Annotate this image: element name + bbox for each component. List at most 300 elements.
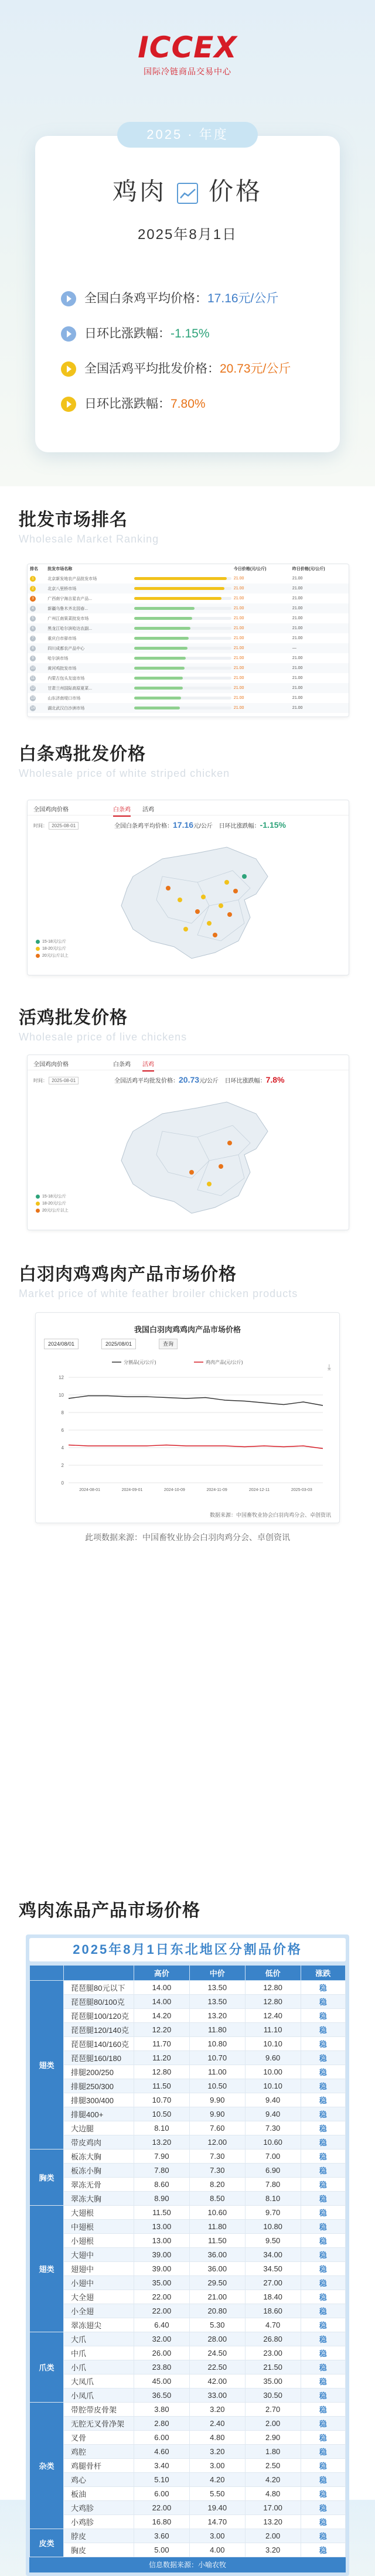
price-cell: 4.80 (189, 2431, 245, 2445)
frozen-category: 翅类 (30, 1981, 64, 2149)
broiler-chart-panel (35, 1312, 340, 1523)
price-cell: 7.30 (189, 2149, 245, 2164)
market-name: 黄河鸡批发市场 (45, 663, 132, 673)
section-ranking-title: 批发市场排名 (19, 510, 128, 530)
live-time-value[interactable]: 2025-08-01 (49, 1077, 79, 1084)
white-panel-title: 全国鸡肉价格 (33, 807, 69, 813)
summary-row (61, 322, 210, 346)
live-chg-value: 7.8% (265, 1075, 285, 1084)
trend-cell: 稳 (301, 2529, 345, 2543)
price-cell: 4.70 (245, 2318, 301, 2332)
price-cell: 33.00 (189, 2389, 245, 2403)
price-bar-fill (134, 647, 188, 650)
trend-cell: 稳 (301, 2192, 345, 2206)
frozen-category: 皮类 (30, 2529, 64, 2557)
price-cell: 10.00 (245, 2065, 301, 2079)
price-bar-fill (134, 577, 227, 580)
legend-label: 鸡肉产品(元/公斤) (206, 1360, 243, 1365)
price-bar (134, 667, 231, 670)
price-cell: 12.80 (245, 1981, 301, 1995)
ranking-row (28, 683, 349, 693)
frozen-row (30, 2065, 346, 2079)
price-cell: 18.60 (245, 2304, 301, 2318)
frozen-row (30, 2459, 346, 2473)
market-name: 重庆白市驿市场 (47, 636, 77, 641)
price-cell: 3.80 (134, 2403, 190, 2417)
price-cell: 7.80 (134, 2164, 190, 2178)
trend-cell: 稳 (301, 2234, 345, 2248)
trend-cell: 稳 (301, 2009, 345, 2023)
trend-cell: 稳 (301, 2318, 345, 2332)
trend-cell: 稳 (301, 2065, 345, 2079)
product-name: 无腔无叉骨净架 (64, 2417, 134, 2431)
x-tick-label: 2024-10-09 (163, 1488, 185, 1492)
rank-badge: 12 (30, 686, 35, 690)
trend-cell: 稳 (301, 2445, 345, 2459)
ranking-panel (27, 564, 349, 717)
product-name: 琵琶腿80元以下 (64, 1981, 134, 1995)
live-time-label: 时间： (33, 1078, 47, 1083)
rank-badge: 6 (30, 626, 36, 632)
legend-range-2: 18-20元/公斤 (42, 947, 66, 951)
summary-value: 20.73元/公斤 (220, 362, 291, 376)
tab-white-striped[interactable]: 白条鸡 (113, 804, 131, 817)
y-tick-label: 12 (59, 1375, 64, 1380)
frozen-header-cell (64, 1966, 134, 1981)
price-cell: 4.20 (245, 2473, 301, 2487)
frozen-row (30, 2346, 346, 2360)
yesterday-price: 21.00 (292, 576, 303, 581)
x-tick-label: 2024-11-09 (206, 1488, 227, 1492)
trend-cell: 稳 (301, 1995, 345, 2009)
series-line (69, 1445, 323, 1449)
rank-badge: 4 (30, 606, 36, 612)
price-cell: 45.00 (134, 2374, 190, 2389)
market-name: 四川成都农产品中心 (45, 643, 132, 653)
product-name: 脖皮 (64, 2529, 134, 2543)
product-name: 琵琶腿100/120克 (64, 2009, 134, 2023)
trend-cell: 稳 (301, 2389, 345, 2403)
frozen-row (30, 2192, 346, 2206)
trend-cell: 稳 (301, 2262, 345, 2276)
white-time-value[interactable]: 2025-08-01 (49, 822, 79, 830)
price-cell: 14.20 (134, 2009, 190, 2023)
product-name: 小翅根 (64, 2234, 134, 2248)
price-cell: 26.00 (134, 2346, 190, 2360)
frozen-row (30, 1981, 346, 1995)
price-cell: 10.80 (245, 2220, 301, 2234)
summary-label: 全国活鸡平均批发价格： (84, 362, 220, 376)
frozen-row (30, 2079, 346, 2093)
x-tick-label: 2024-12-11 (248, 1488, 270, 1492)
play-bullet-icon (61, 361, 76, 377)
product-name: 大边腿 (64, 2121, 134, 2135)
price-bar (134, 637, 231, 640)
white-chg-label: 日环比涨跌幅： (219, 823, 260, 830)
legend-range-3: 20元/公斤以上 (42, 954, 69, 958)
price-cell: 9.40 (245, 2107, 301, 2121)
chart-source: 数据来源：中国畜牧业协会白羽肉鸡分会、卓创资讯 (209, 1512, 331, 1518)
today-price: 21.00 (231, 703, 290, 713)
price-cell: 8.10 (245, 2192, 301, 2206)
market-name: 北京新发地农产品批发市场 (47, 576, 97, 581)
price-cell: 13.00 (134, 2220, 190, 2234)
card-title-right: 价格 (209, 178, 263, 205)
rank-badge: 9 (30, 656, 36, 661)
product-name: 小全翅 (64, 2304, 134, 2318)
price-cell: 3.20 (245, 2543, 301, 2557)
trend-cell: 稳 (301, 2332, 345, 2346)
section-live-header (19, 1003, 187, 1043)
summary-label: 日环比涨跌幅： (84, 327, 171, 340)
frozen-row (30, 2248, 346, 2262)
price-cell: 34.00 (245, 2248, 301, 2262)
brand-logo (0, 30, 375, 77)
product-name: 胸皮 (64, 2543, 134, 2557)
price-bar-fill (134, 697, 181, 700)
frozen-row (30, 2374, 346, 2389)
price-cell: 11.50 (134, 2206, 190, 2220)
y-tick-label: 10 (59, 1393, 64, 1398)
frozen-row (30, 2037, 346, 2051)
frozen-row (30, 2164, 346, 2178)
trend-cell: 稳 (301, 2248, 345, 2262)
frozen-price-table (29, 1965, 346, 2557)
frozen-row (30, 2009, 346, 2023)
price-cell: 7.00 (245, 2149, 301, 2164)
white-china-map (110, 841, 285, 964)
tab-white-striped-2[interactable]: 白条鸡 (113, 1062, 131, 1068)
price-cell: 6.00 (134, 2431, 190, 2445)
price-cell: 14.70 (189, 2515, 245, 2529)
price-cell: 9.50 (245, 2234, 301, 2248)
broiler-chart-title: 我国白羽肉鸡鸡肉产品市场价格 (134, 1325, 241, 1334)
frozen-category: 胸类 (30, 2149, 64, 2206)
trend-cell: 稳 (301, 2079, 345, 2093)
white-avg-value: 17.16 (173, 820, 194, 830)
today-price: 21.00 (231, 603, 290, 613)
white-chg-value: -1.15% (260, 820, 286, 830)
price-cell: 5.00 (134, 2543, 190, 2557)
product-name: 鸡心 (64, 2473, 134, 2487)
price-cell: 27.00 (245, 2276, 301, 2290)
price-bar (134, 577, 231, 580)
section-white-header (19, 739, 230, 780)
price-cell: 30.50 (245, 2389, 301, 2403)
price-cell: 11.80 (189, 2220, 245, 2234)
frozen-header-cell: 中价 (189, 1966, 245, 1981)
section-frozen-header (19, 1896, 200, 1922)
price-cell: 21.50 (245, 2360, 301, 2374)
frozen-row (30, 2135, 346, 2149)
price-cell: 13.50 (189, 1981, 245, 1995)
live-summary (114, 1075, 285, 1084)
frozen-row (30, 2360, 346, 2374)
price-cell: 36.00 (189, 2262, 245, 2276)
white-summary (114, 820, 286, 830)
price-bar (134, 617, 231, 620)
product-name: 中爪 (64, 2346, 134, 2360)
broiler-data-note: 此项数据来源：中国畜牧业协会白羽肉鸡分会、卓创资讯 (85, 1533, 290, 1542)
ranking-row (28, 673, 349, 683)
yesterday-price: 21.00 (290, 683, 349, 693)
hero-section (0, 0, 375, 486)
price-cell: 16.80 (134, 2515, 190, 2529)
price-cell: 20.80 (189, 2304, 245, 2318)
live-map-tabs (28, 1055, 349, 1070)
price-bar (134, 657, 231, 660)
price-cell: 23.00 (245, 2346, 301, 2360)
price-cell: 9.70 (245, 2206, 301, 2220)
price-cell: 19.40 (189, 2501, 245, 2515)
price-cell: 6.90 (245, 2164, 301, 2178)
summary-value: 7.80% (171, 397, 206, 411)
price-cell: 12.40 (245, 2009, 301, 2023)
price-cell: 11.50 (189, 2234, 245, 2248)
market-name: 内蒙古包头友谊市场 (47, 676, 85, 681)
price-cell: 8.10 (134, 2121, 190, 2135)
section-broiler-header (19, 1260, 298, 1300)
price-bar-fill (134, 597, 221, 600)
today-price: 21.00 (233, 576, 244, 581)
frozen-row (30, 2234, 346, 2248)
today-price: 21.00 (233, 696, 244, 700)
price-cell: 10.10 (245, 2037, 301, 2051)
price-cell: 39.00 (134, 2262, 190, 2276)
white-time-label: 时间： (33, 823, 47, 828)
price-cell: 42.00 (189, 2374, 245, 2389)
ranking-row (28, 633, 349, 643)
summary-label: 日环比涨跌幅： (84, 397, 171, 411)
yesterday-price: 21.00 (290, 603, 349, 613)
trend-cell: 稳 (301, 2276, 345, 2290)
price-cell: 4.00 (189, 2543, 245, 2557)
product-name: 大全翅 (64, 2290, 134, 2304)
trend-cell: 稳 (301, 2459, 345, 2473)
date-from-input[interactable]: 2024/08/01 (44, 1339, 79, 1349)
price-cell: 13.50 (189, 1995, 245, 2009)
price-cell: 7.80 (245, 2178, 301, 2192)
trend-cell: 稳 (301, 2037, 345, 2051)
yesterday-price: 21.00 (292, 636, 303, 640)
trend-cell: 稳 (301, 2178, 345, 2192)
tab-live-2[interactable]: 活鸡 (142, 1059, 154, 1072)
market-name: 广西南宁海吉星农产品... (47, 596, 93, 601)
year-pill: 2025 · 年度 (117, 122, 258, 148)
ranking-row (28, 593, 349, 603)
frozen-row (30, 2093, 346, 2107)
white-avg-label: 全国白条鸡平均价格： (114, 823, 173, 830)
price-cell: 34.50 (245, 2262, 301, 2276)
white-avg-unit: 元/公斤 (193, 823, 213, 830)
product-name: 鸡腿骨杆 (64, 2459, 134, 2473)
market-name: 哈尔滨市场 (47, 656, 69, 661)
product-name: 大翅根 (64, 2206, 134, 2220)
price-bar (134, 647, 231, 650)
frozen-row (30, 2431, 346, 2445)
rank-badge: 13 (30, 696, 35, 700)
frozen-category: 杂类 (30, 2403, 64, 2529)
today-price: 21.00 (231, 643, 290, 653)
market-name: 广州江南果菜批发市场 (47, 616, 89, 621)
live-panel-title: 全国鸡肉价格 (33, 1062, 69, 1068)
frozen-row (30, 2473, 346, 2487)
section-ranking-subtitle: Wholesale Market Ranking (19, 533, 159, 545)
price-cell: 14.00 (134, 1981, 190, 1995)
trend-cell: 稳 (301, 2220, 345, 2234)
price-cell: 11.70 (134, 2037, 190, 2051)
price-bar (134, 697, 231, 700)
frozen-row (30, 2276, 346, 2290)
price-cell: 3.20 (189, 2445, 245, 2459)
play-bullet-icon (61, 326, 76, 342)
frozen-row (30, 2121, 346, 2135)
ranking-table (28, 564, 349, 713)
frozen-category: 爪类 (30, 2332, 64, 2403)
trend-cell: 稳 (301, 2543, 345, 2557)
today-price: 21.00 (233, 616, 244, 620)
product-name: 翅翅中 (64, 2262, 134, 2276)
trend-cell: 稳 (301, 2093, 345, 2107)
trend-cell: 稳 (301, 2290, 345, 2304)
ranking-header-cell (132, 564, 231, 574)
trend-cell: 稳 (301, 2121, 345, 2135)
frozen-table-card (26, 1934, 349, 2576)
product-name: 翠冻大胸 (64, 2192, 134, 2206)
rank-badge: 2 (30, 586, 36, 592)
price-cell: 3.40 (134, 2459, 190, 2473)
price-bar-fill (134, 637, 189, 640)
product-name: 板冻小胸 (64, 2164, 134, 2178)
today-price: 21.00 (233, 636, 244, 640)
price-cell: 7.60 (189, 2121, 245, 2135)
legend-range-1: 15-18元/公斤 (42, 1195, 66, 1199)
x-tick-label: 2024-08-01 (79, 1488, 101, 1492)
product-name: 小爪 (64, 2360, 134, 2374)
price-cell: 10.50 (134, 2107, 190, 2121)
price-cell: 36.50 (134, 2389, 190, 2403)
price-cell: 29.50 (189, 2276, 245, 2290)
query-button[interactable]: 查询 (159, 1339, 178, 1349)
product-name: 大凤爪 (64, 2374, 134, 2389)
frozen-header-cell (30, 1966, 64, 1981)
frozen-header-cell: 高价 (134, 1966, 190, 1981)
price-bar (134, 607, 231, 610)
frozen-row (30, 2403, 346, 2417)
price-cell: 21.00 (189, 2290, 245, 2304)
trend-cell: 稳 (301, 2487, 345, 2501)
trend-cell: 稳 (301, 2107, 345, 2121)
trend-cell: 稳 (301, 2515, 345, 2529)
date-to-input[interactable]: 2025/08/01 (101, 1339, 136, 1349)
price-cell: 3.00 (189, 2529, 245, 2543)
price-cell: 12.20 (134, 2023, 190, 2037)
ranking-header-cell: 昨日价格(元/公斤) (292, 567, 325, 571)
product-name: 中翅根 (64, 2220, 134, 2234)
legend-range-3: 20元/公斤以上 (42, 1209, 69, 1213)
today-price: 21.00 (233, 656, 244, 660)
frozen-row (30, 2515, 346, 2529)
ranking-row (28, 693, 349, 703)
price-cell: 9.90 (189, 2093, 245, 2107)
section-live-title: 活鸡批发价格 (19, 1008, 128, 1028)
price-cell: 11.50 (134, 2079, 190, 2093)
price-cell: 12.80 (134, 2065, 190, 2079)
price-cell: 10.70 (189, 2051, 245, 2065)
section-ranking-header (19, 505, 159, 545)
live-avg-label: 全国活鸡平均批发价格： (114, 1078, 179, 1084)
price-bar-fill (134, 587, 224, 590)
price-bar-fill (134, 707, 180, 709)
trend-cell: 稳 (301, 2304, 345, 2318)
price-cell: 4.60 (134, 2445, 190, 2459)
tab-live[interactable]: 活鸡 (142, 807, 154, 813)
price-cell: 5.30 (189, 2318, 245, 2332)
product-name: 叉骨 (64, 2431, 134, 2445)
rank-badge: 8 (30, 646, 36, 651)
white-time (33, 823, 79, 829)
market-name: 新疆乌鲁木齐北园春... (45, 603, 132, 613)
broiler-line-chart (36, 1354, 340, 1500)
price-cell: 3.00 (189, 2459, 245, 2473)
price-cell: 11.20 (134, 2051, 190, 2065)
price-cell: 13.20 (245, 2515, 301, 2529)
product-name: 琵琶腿80/100克 (64, 1995, 134, 2009)
trend-cell: 稳 (301, 2206, 345, 2220)
download-icon[interactable]: ⤓ (327, 1362, 331, 1371)
price-cell: 10.10 (245, 2079, 301, 2093)
rank-badge: 1 (30, 576, 36, 582)
summary-row (61, 393, 206, 416)
ranking-header-cell: 批发市场名称 (47, 567, 73, 571)
trend-cell: 稳 (301, 2501, 345, 2515)
play-bullet-icon (61, 291, 76, 306)
price-cell: 11.80 (189, 2023, 245, 2037)
frozen-header-cell: 涨跌 (301, 1966, 345, 1981)
y-tick-label: 2 (61, 1463, 64, 1468)
summary-card (35, 136, 340, 452)
product-name: 翠冻无骨 (64, 2178, 134, 2192)
y-tick-label: 4 (61, 1445, 64, 1451)
frozen-row (30, 2487, 346, 2501)
live-time (33, 1077, 79, 1084)
product-name: 排腿400+ (64, 2107, 134, 2121)
frozen-table-footer: 信息数据来源：小喻农牧 (29, 2557, 346, 2572)
frozen-row (30, 2220, 346, 2234)
price-cell: 7.30 (245, 2121, 301, 2135)
price-cell: 8.50 (189, 2192, 245, 2206)
market-name: 黑龙江哈尔滨哈达农副... (45, 623, 132, 633)
product-name: 大爪 (64, 2332, 134, 2346)
summary-row (61, 357, 291, 381)
section-white-subtitle: Wholesale price of white striped chicken (19, 767, 230, 779)
frozen-row (30, 2107, 346, 2121)
trend-cell: 稳 (301, 2346, 345, 2360)
price-cell: 9.90 (189, 2107, 245, 2121)
logo-mark: ICCEX (138, 30, 237, 64)
price-cell: 2.40 (189, 2417, 245, 2431)
price-cell: 36.00 (189, 2248, 245, 2262)
ranking-row (28, 623, 349, 633)
today-price: 21.00 (231, 683, 290, 693)
price-cell: 7.90 (134, 2149, 190, 2164)
rank-badge: 3 (30, 596, 36, 602)
price-cell: 6.40 (134, 2318, 190, 2332)
today-price: 21.00 (233, 676, 244, 680)
price-bar (134, 597, 231, 600)
legend-label: 分割品(元/公斤) (124, 1360, 156, 1365)
white-map-legend (36, 939, 69, 960)
